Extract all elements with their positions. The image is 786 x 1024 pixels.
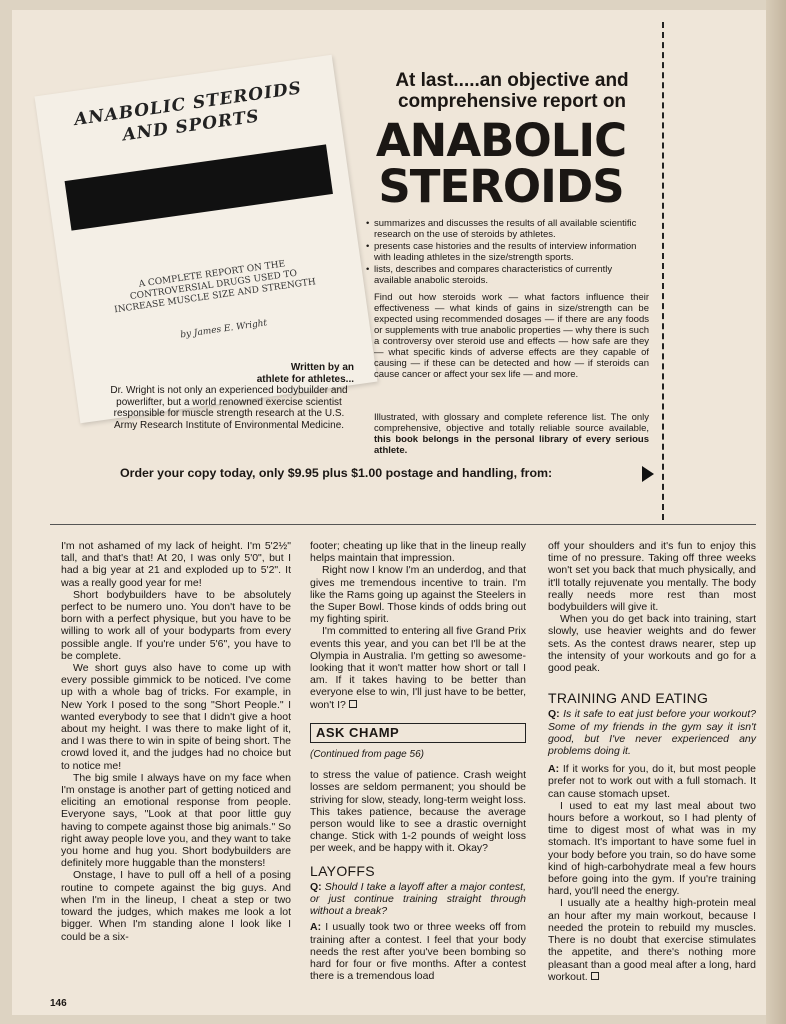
question-marker: Q: — [548, 708, 560, 721]
ad-closing-text: Illustrated, with glossary and complete reference list. The only comprehensive, objective and totally reliable source available, — [374, 412, 649, 434]
article-paragraph: Short bodybuilders have to be absolutely perfect to be numero uno. You don't have to be born with a perfect physique, but you have to be willing to work all of your bodyparts from every possible angle. If you're under 5'6", you have to be complete. — [61, 588, 291, 662]
ad-closing-bold: this book belongs in the personal library of every serious athlete. — [374, 434, 649, 456]
answer-marker: A: — [548, 763, 560, 776]
ad-bullet-text: summarizes and discusses the results of all available scientific research on the use of steroids by athletes. — [374, 218, 637, 240]
coupon-cut-line — [662, 22, 664, 520]
article-paragraph: When you do get back into training, start slowly, use heavier weights and do fewer sets. As the contest draws nearer, step up the intensity of your workouts and go for a good peak. — [548, 613, 756, 675]
article-paragraph-text: I'm committed to entering all five Grand Prix events this year, and you can bet I'll be at the Olympia in Australia. I'm getting so awesome-looking that it won't matter how short or tall I am. If it takes having to be better than everyone else to win, I'll just have to be better, won't I? — [310, 625, 526, 711]
page-number: 146 — [50, 998, 67, 1009]
section-heading-layoffs: LAYOFFS — [310, 862, 375, 879]
question-marker: Q: — [310, 880, 322, 893]
ad-description: Find out how steroids work — what factors influence their effectiveness — what kinds of gains in size/strength can be expected using recommended dosages — if there are any foods or supplements with true anabolic properties — why there is such a controversy over steroid use and effects — how safe are they — what specific kinds of adverse effects are they capable of causing — if these can be detected and how — if steroids can cause cancer or affect your sex life — and more. — [374, 292, 649, 380]
article-column-3 — [548, 540, 756, 983]
book-cover-author: by James E. Wright — [179, 318, 268, 341]
answer-text: I usually took two or three weeks off from training after a contest. I feel that your body needs the rest after you've been bombing so hard for four or five months. After a contest there is a tremendous load — [310, 921, 527, 983]
end-mark-icon — [591, 972, 599, 980]
ad-bullet: • presents case histories and the results of interview information with leading athletes in the size/strength sports. — [366, 241, 637, 263]
article-paragraph: to stress the value of patience. Crash weight losses are seldom permanent; you should be striving for slow, steady, long-term weight loss. This takes patience, because the average person would like to see a drastic overnight change. Stick with 1-2 pounds of weight loss per week, and be happy with it. Okay? — [310, 769, 526, 855]
article-paragraph: Right now I know I'm an underdog, and that gives me tremendous incentive to train. I'm like the Rams going up against the Steelers in the Super Bowl. Those kinds of odds bring out my fighting spirit. — [310, 564, 526, 626]
article-paragraph: I used to eat my last meal about two hours before a workout, so I had plenty of time to digest most of what was in my stomach. It's important to have some fuel in your body before you train, so do have some kind of high-carbohydrate meal a few hours before going into the gym. If you're training hard, you'll need the energy. — [548, 799, 756, 898]
article-paragraph: Onstage, I have to pull off a hell of a posing routine to compete against the big guys. And when I'm in the lineup, I cheat a step or two toward the judges, which makes me look a lot bigger. When I'm standing alone I look like I could be a six- — [61, 869, 291, 943]
ad-bullet-list — [366, 218, 649, 287]
ask-champ-box: ASK CHAMP — [310, 723, 526, 743]
ad-bullet: • summarizes and discusses the results of all available scientific research on the use of steroids by athletes. — [366, 218, 637, 240]
article-paragraph-end — [310, 625, 526, 710]
book-cover-subtitle: A COMPLETE REPORT ON THE CONTROVERSIAL DRUGS USED TO INCREASE MUSCLE SIZE AND STRENGTH — [113, 259, 317, 316]
ad-title-line1: ANABOLIC — [375, 114, 627, 167]
ad-bullet-text: presents case histories and the results of interview information with leading athletes in the size/strength sports. — [374, 241, 637, 263]
ad-description-closing — [374, 412, 649, 456]
ad-headline — [362, 70, 662, 112]
answer-text: If it works for you, do it, but most people prefer not to work out with a full stomach. It can cause stomach upset. — [548, 763, 756, 800]
end-mark-icon — [349, 700, 357, 708]
author-blurb-heading: Written by an — [290, 362, 354, 373]
page-edge-shadow — [766, 0, 786, 1024]
continued-note: (Continued from page 56) — [310, 749, 424, 761]
article-paragraph: We short guys also have to come up with every possible gimmick to be noticed. I've come up with a whole bag of tricks. For example, in New York I posed to the song "Short People." I wanted everybody to see that I didn't give a hoot about my height. I was there to make light of it, and I was there to win in spite of being short. The crowd loved it, and the judges had no choice but to notice me! — [61, 662, 291, 772]
article-column-1 — [61, 540, 291, 943]
article-paragraph: footer; cheating up like that in the lineup really helps maintain that impression. — [310, 540, 526, 565]
book-cover-title: ANABOLIC STEROIDS AND SPORTS — [73, 78, 304, 146]
ad-bullet: • lists, describes and compares characteristics of currently available anabolic steroids. — [366, 264, 613, 286]
arrow-right-icon — [642, 466, 654, 482]
question-text: Is it safe to eat just before your workout? Some of my friends in the gym say it isn't good, but I've never experienced any problems doing it. — [548, 708, 756, 758]
ad-bullet-text: lists, describes and compares characteristics of currently available anabolic steroids. — [374, 264, 613, 286]
ad-headline-line2: comprehensive report on — [397, 91, 627, 112]
author-blurb-text: Dr. Wright is not only an experienced bodybuilder and powerlifter, but a world renowned exercise scientist responsible for muscle strength research at the U.S. Army Research Institute of Environmental Medicine. — [110, 385, 348, 431]
answer — [310, 921, 526, 982]
answer — [548, 763, 756, 800]
article-paragraph: The big smile I always have on my face when I'm onstage is another part of getting noticed and eliciting an emotional response from people. Everyone says, "Look at that poor little guy having to compete against those big animals." So right away people love you, and they want to take you home and hug you. Short bodybuilders are definitely more huggable than the monsters! — [61, 771, 291, 870]
section-heading-training: TRAINING AND EATING — [548, 690, 709, 707]
ad-title — [342, 114, 660, 213]
answer-marker: A: — [310, 921, 322, 934]
magazine-page — [12, 10, 770, 1015]
article-paragraph-text: I usually ate a healthy high-protein meal an hour after my main workout, because I needed the protein to rebuild my muscles. There is no doubt that exercise stimulates the appetite, and there's nothing more pleasant than a good meal after a long, hard workout. — [548, 897, 756, 983]
question — [548, 708, 756, 757]
section-divider — [50, 524, 756, 525]
article-column-2 — [310, 540, 526, 983]
article-paragraph-end — [548, 897, 756, 982]
article-paragraph: I'm not ashamed of my lack of height. I'm 5'2½" tall, and that's that! At 20, I was only 5'0", but I had a big year at 21 and exploded up to 5'2". It was a really good year for me! — [61, 540, 291, 589]
ad-title-line2: STEROIDS — [378, 160, 624, 213]
order-line: Order your copy today, only $9.95 plus $1.00 postage and handling, from: — [120, 466, 553, 480]
question — [310, 881, 526, 918]
ad-headline-line1: At last.....an objective and — [395, 70, 629, 91]
book-cover-black-band — [65, 144, 333, 230]
author-blurb — [104, 362, 354, 431]
article-paragraph: off your shoulders and it's fun to enjoy this time of no pressure. Taking off three weeks won't set you back that much physically, and it'll totally rejuvenate you mentally. The body really needs more rest than most bodybuilders will give it. — [548, 540, 756, 614]
author-blurb-subheading: athlete for athletes... — [256, 373, 354, 385]
question-text: Should I take a layoff after a major contest, or just continue training straight through without a break? — [310, 880, 527, 918]
